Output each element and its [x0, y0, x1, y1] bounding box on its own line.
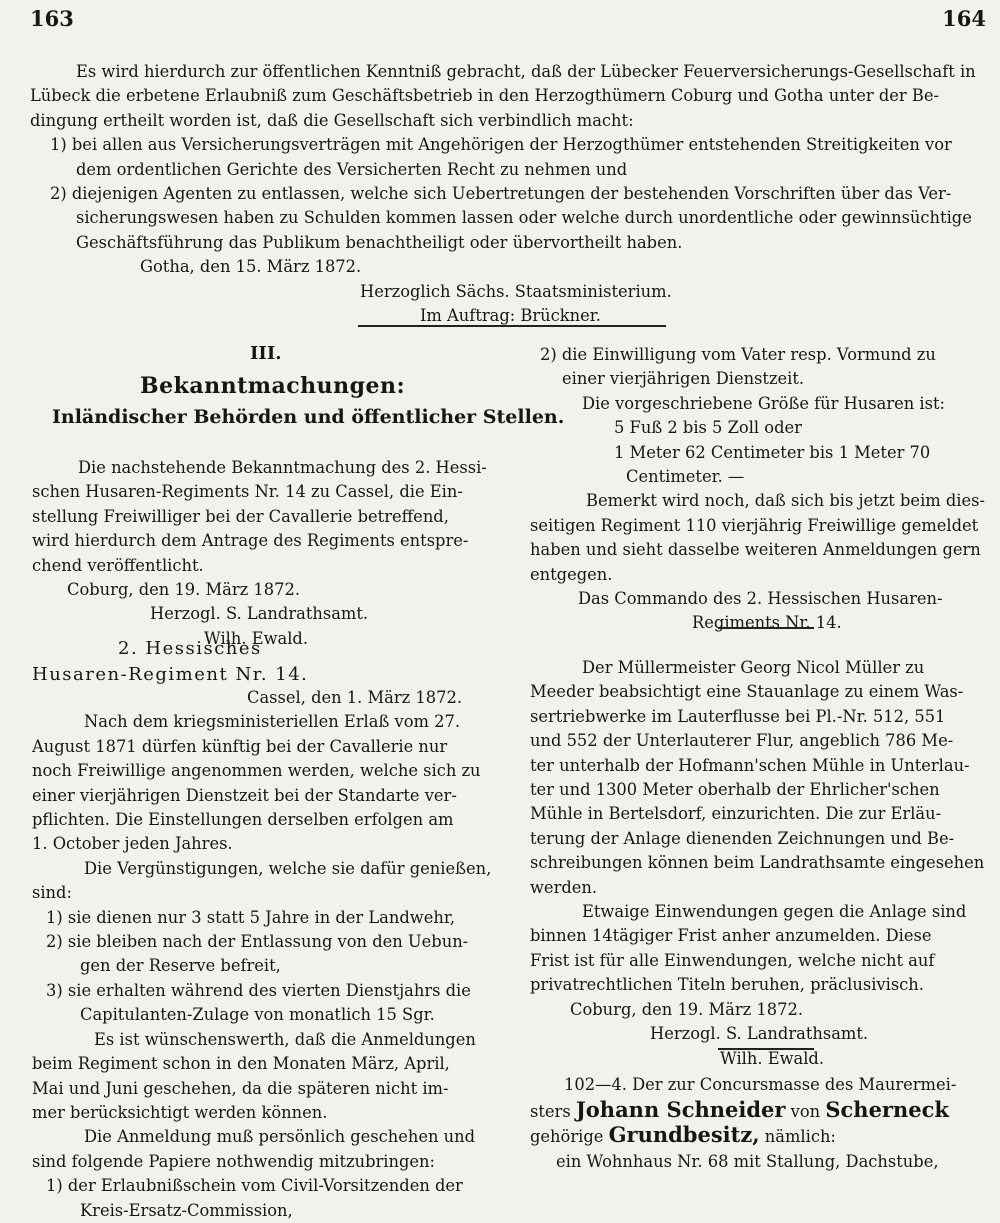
text-fragment: sters: [530, 1102, 571, 1122]
signature-line: Herzoglich Sächs. Staatsministerium.: [360, 281, 672, 301]
signature-line: Wilh. Ewald.: [720, 1048, 825, 1068]
text-line: Die vorgeschriebene Größe für Husaren ist:: [582, 393, 946, 413]
text-line: Capitulanten-Zulage von monatlich 15 Sgr.: [80, 1005, 435, 1025]
text-line: August 1871 dürfen künftig bei der Cavallerie nur: [32, 736, 448, 756]
regiment-line: 2. Hessisches: [118, 638, 262, 659]
text-line: stellung Freiwilliger bei der Cavallerie betreffend,: [32, 506, 449, 526]
text-line: Centimeter. —: [626, 467, 745, 487]
list-item: 1) sie dienen nur 3 statt 5 Jahre in der Landwehr,: [46, 907, 456, 927]
text-line: 1. October jeden Jahres.: [32, 834, 233, 854]
left-body: [32, 686, 500, 1223]
divider-top: [358, 325, 666, 327]
text-line: Frist ist für alle Einwendungen, welche nicht auf: [530, 950, 935, 970]
property-term: Grundbesitz,: [608, 1123, 760, 1148]
text-line: entgegen.: [530, 564, 613, 584]
text-line: pflichten. Die Einstellungen derselben erfolgen am: [32, 810, 454, 830]
left-intro: [32, 456, 500, 651]
place-name: Scherneck: [825, 1097, 949, 1123]
text-line: [530, 1097, 990, 1123]
section-number: III.: [250, 343, 282, 364]
text-line: Kreis-Ersatz-Commission,: [80, 1200, 293, 1220]
text-line: Die nachstehende Bekanntmachung des 2. Hessi-: [78, 458, 487, 477]
text-line: sicherungswesen haben zu Schulden kommen lassen oder welche durch unordentliche oder gewinnsüchtige: [76, 208, 972, 228]
text-fragment: gehörige: [530, 1127, 604, 1147]
text-line: dingung ertheilt worden ist, daß die Gesellschaft sich verbindlich macht:: [30, 110, 634, 130]
text-fragment: von: [790, 1102, 821, 1122]
text-line: einer vierjährigen Dienstzeit.: [562, 369, 805, 389]
text-line: schen Husaren-Regiments Nr. 14 zu Cassel, die Ein-: [32, 482, 463, 502]
signature-line: Herzogl. S. Landrathsamt.: [150, 604, 369, 624]
concurs-notice: [530, 1073, 990, 1174]
regiment-line: Husaren-Regiment Nr. 14.: [32, 664, 309, 685]
divider-right-2: [718, 1048, 814, 1050]
date-line: Gotha, den 15. März 1872.: [140, 257, 362, 277]
text-line: noch Freiwillige angenommen werden, welche sich zu: [32, 761, 481, 781]
text-line: dem ordentlichen Gerichte des Versicherten Recht zu nehmen und: [76, 159, 628, 179]
text-line: einer vierjährigen Dienstzeit bei der Standarte ver-: [32, 785, 457, 805]
text-line: chend veröffentlicht.: [32, 555, 204, 575]
date-line: Coburg, den 19. März 1872.: [570, 999, 804, 1019]
signature-line: Im Auftrag: Brückner.: [420, 306, 601, 326]
text-line: privatrechtlichen Titeln beruhen, präclusivisch.: [530, 975, 924, 995]
page-number-left: 163: [30, 6, 74, 31]
signature-line: Wilh. Ewald.: [204, 628, 309, 648]
text-line: 5 Fuß 2 bis 5 Zoll oder: [614, 418, 802, 438]
page-number-right: 164: [942, 6, 986, 31]
text-line: Die Vergünstigungen, welche sie dafür genießen,: [84, 858, 492, 878]
text-line: werden.: [530, 877, 598, 897]
section-title: Bekanntmachungen:: [140, 373, 406, 399]
text-line: beim Regiment schon in den Monaten März, April,: [32, 1054, 450, 1074]
signature-line: Das Commando des 2. Hessischen Husaren-: [578, 589, 943, 609]
text-line: 1 Meter 62 Centimeter bis 1 Meter 70: [614, 442, 931, 462]
text-line: binnen 14tägiger Frist anher anzumelden. Diese: [530, 926, 932, 946]
text-line: Die Anmeldung muß persönlich geschehen und: [84, 1127, 476, 1147]
place-date: Cassel, den 1. März 1872.: [247, 688, 463, 707]
text-line: Es wird hierdurch zur öffentlichen Kenntniß gebracht, daß der Lübecker Feuerversicherungs-Gesellschaft in: [76, 62, 976, 81]
text-line: ter unterhalb der Hofmann'schen Mühle in Unterlau-: [530, 755, 970, 775]
text-line: Es ist wünschenswerth, daß die Anmeldungen: [94, 1029, 476, 1049]
top-notice: [30, 60, 985, 328]
text-line: sertriebwerke im Lauterflusse bei Pl.-Nr. 512, 551: [530, 706, 946, 726]
date-line: Coburg, den 19. März 1872.: [67, 580, 301, 600]
text-line: Lübeck die erbetene Erlaubniß zum Geschäftsbetrieb in den Herzogthümern Coburg und Gotha unter der Be-: [30, 86, 939, 106]
text-line: Geschäftsführung das Publikum benachtheiligt oder übervortheilt haben.: [76, 232, 683, 252]
section-subtitle: Inländischer Behörden und öffentlicher Stellen.: [52, 406, 565, 428]
text-line: Mai und Juni geschehen, da die späteren nicht im-: [32, 1078, 449, 1098]
divider-right-1: [718, 627, 814, 629]
text-line: Bemerkt wird noch, daß sich bis jetzt beim dies-: [586, 491, 986, 511]
text-line: Mühle in Bertelsdorf, einzurichten. Die zur Erläu-: [530, 804, 942, 824]
text-line: Etwaige Einwendungen gegen die Anlage sind: [582, 902, 967, 922]
signature-line: Regiments Nr. 14.: [692, 613, 842, 633]
text-line: terung der Anlage dienenden Zeichnungen und Be-: [530, 828, 955, 848]
text-line: Meeder beabsichtigt eine Stauanlage zu einem Was-: [530, 682, 964, 702]
text-line: ein Wohnhaus Nr. 68 mit Stallung, Dachstube,: [556, 1151, 939, 1171]
mill-notice: [530, 656, 990, 1071]
text-line: gen der Reserve befreit,: [80, 956, 281, 976]
text-line: sind:: [32, 883, 72, 903]
signature-line: Herzogl. S. Landrathsamt.: [650, 1024, 869, 1044]
text-line: und 552 der Unterlauterer Flur, angeblich 786 Me-: [530, 731, 954, 751]
regiment-heading: [32, 636, 500, 688]
text-line: sind folgende Papiere nothwendig mitzubringen:: [32, 1151, 436, 1171]
text-line: mer berücksichtigt werden können.: [32, 1102, 328, 1122]
text-line: seitigen Regiment 110 vierjährig Freiwillige gemeldet: [530, 515, 979, 535]
text-line: [530, 1123, 990, 1149]
text-line: Nach dem kriegsministeriellen Erlaß vom 27.: [84, 712, 461, 732]
list-item: 3) sie erhalten während des vierten Dienstjahrs die: [46, 980, 471, 1000]
text-line: 102—4. Der zur Concursmasse des Maurermei-: [564, 1075, 957, 1094]
text-line: 1) bei allen aus Versicherungsverträgen mit Angehörigen der Herzogthümer entstehenden Streitigkeiten vor: [50, 135, 952, 155]
text-line: wird hierdurch dem Antrage des Regiments entspre-: [32, 531, 469, 551]
text-line: Der Müllermeister Georg Nicol Müller zu: [582, 658, 925, 677]
list-item: 1) der Erlaubnißschein vom Civil-Vorsitzenden der: [46, 1176, 463, 1196]
text-line: 2) diejenigen Agenten zu entlassen, welche sich Uebertretungen der bestehenden Vorschriften über das Ver-: [50, 184, 952, 204]
text-line: ter und 1300 Meter oberhalb der Ehrlicher'schen: [530, 780, 940, 800]
text-fragment: nämlich:: [764, 1127, 836, 1147]
list-item: 2) sie bleiben nach der Entlassung von den Uebun-: [46, 932, 469, 952]
list-item: 2) die Einwilligung vom Vater resp. Vormund zu: [540, 345, 936, 364]
right-continuation: [530, 343, 990, 636]
text-line: haben und sieht dasselbe weiteren Anmeldungen gern: [530, 540, 981, 560]
text-line: schreibungen können beim Landrathsamte eingesehen: [530, 853, 985, 873]
person-name: Johann Schneider: [575, 1097, 786, 1123]
